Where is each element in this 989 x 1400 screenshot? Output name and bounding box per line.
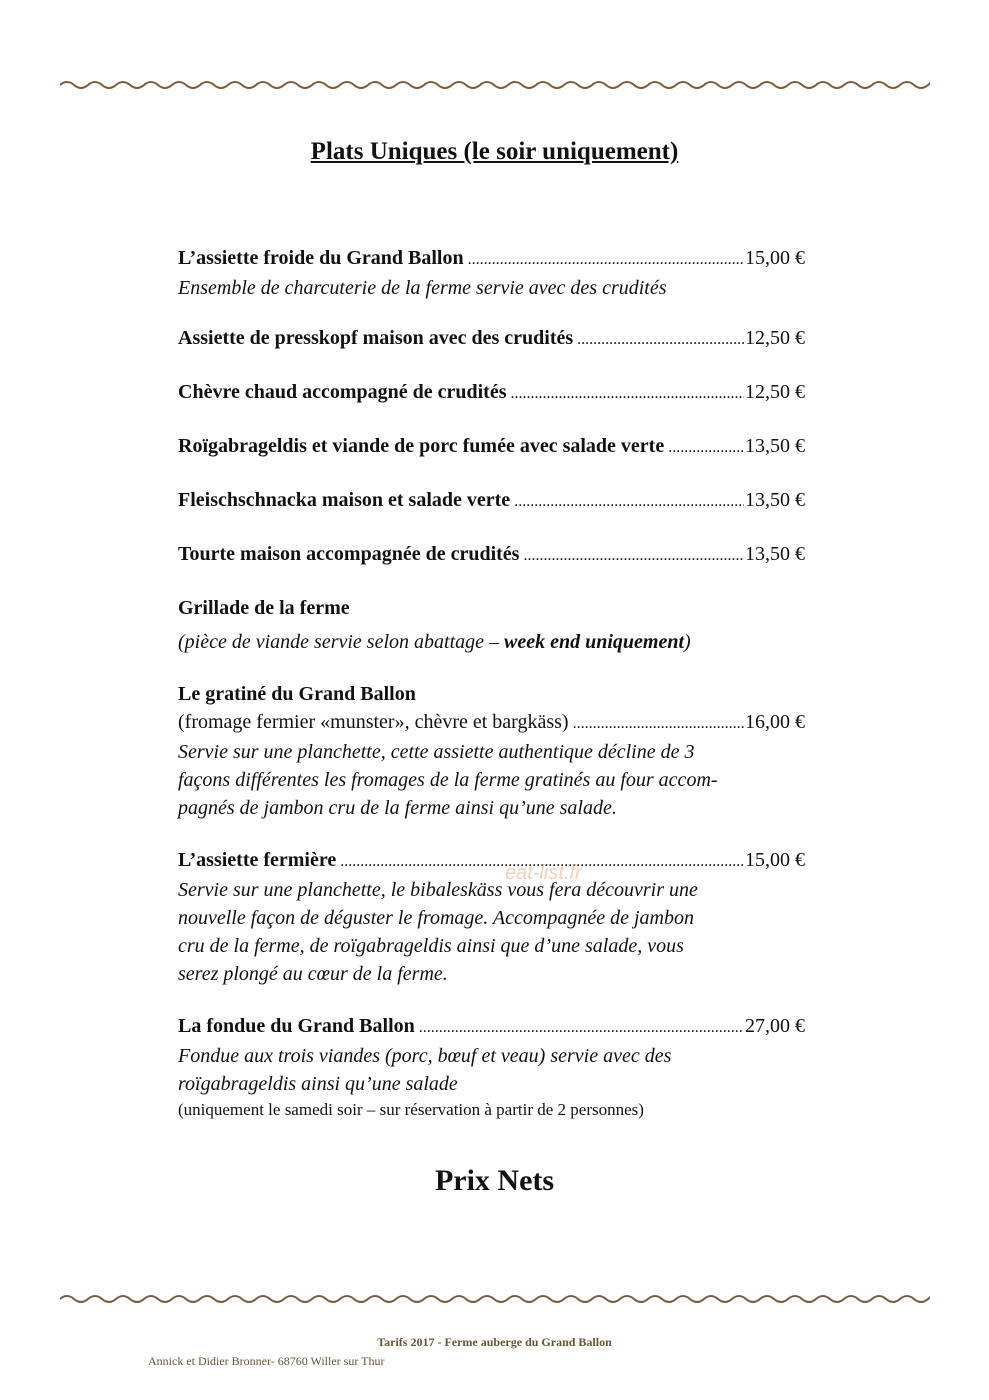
menu-item-fondue bbox=[178, 1012, 805, 1122]
leader-dots bbox=[577, 326, 744, 354]
decorative-wave-bottom bbox=[60, 1292, 930, 1306]
menu-item-tourte bbox=[178, 540, 805, 570]
item-name: Chèvre chaud accompagné de crudités bbox=[178, 381, 507, 403]
item-price: 15,00 € bbox=[745, 849, 805, 871]
item-description-line: pagnés de jambon cru de la ferme ainsi qu’une salade. bbox=[178, 797, 617, 819]
item-description-line: Servie sur une planchette, le bibaleskäss vous fera découvrir une bbox=[178, 879, 698, 901]
item-description: Ensemble de charcuterie de la ferme servie avec des crudités bbox=[178, 277, 667, 299]
item-price: 12,50 € bbox=[745, 381, 805, 403]
leader-dots bbox=[514, 488, 744, 516]
item-description-line: roïgabrageldis ainsi qu’une salade bbox=[178, 1073, 458, 1095]
item-name: L’assiette froide du Grand Ballon bbox=[178, 247, 464, 269]
watermark: eat-list.fr bbox=[505, 862, 582, 884]
item-description-line: façons différentes les fromages de la ferme gratinés au four accom- bbox=[178, 769, 718, 791]
item-name: Fleischschnacka maison et salade verte bbox=[178, 489, 511, 511]
item-price: 13,50 € bbox=[745, 435, 805, 457]
menu-item-gratine bbox=[178, 680, 805, 822]
item-name: Grillade de la ferme bbox=[178, 597, 350, 619]
menu-item-chevre-chaud bbox=[178, 378, 805, 408]
leader-dots bbox=[468, 246, 744, 274]
menu-item-assiette-froide bbox=[178, 244, 805, 302]
decorative-wave-top bbox=[60, 78, 930, 92]
item-subline: (fromage fermier «munster», chèvre et bargkäss) bbox=[178, 711, 569, 733]
prix-nets-heading: Prix Nets bbox=[434, 1164, 555, 1197]
item-name: Assiette de presskopf maison avec des crudités bbox=[178, 327, 574, 349]
leader-dots bbox=[668, 434, 744, 462]
item-price: 13,50 € bbox=[745, 489, 805, 511]
item-name: Tourte maison accompagnée de crudités bbox=[178, 543, 520, 565]
menu-item-presskopf bbox=[178, 324, 805, 354]
leader-dots bbox=[419, 1014, 744, 1042]
item-description-line: cru de la ferme, de roïgabrageldis ainsi que d’une salade, vous bbox=[178, 935, 684, 957]
item-price: 27,00 € bbox=[745, 1015, 805, 1037]
menu-item-roigabrageldis bbox=[178, 432, 805, 462]
item-name: La fondue du Grand Ballon bbox=[178, 1015, 415, 1037]
leader-dots bbox=[573, 710, 744, 738]
item-description-line: nouvelle façon de déguster le fromage. Accompagnée de jambon bbox=[178, 907, 694, 929]
item-name: Le gratiné du Grand Ballon bbox=[178, 683, 416, 705]
footer-address: Annick et Didier Bronner- 68760 Willer sur Thur bbox=[148, 1354, 385, 1368]
item-note: (uniquement le samedi soir – sur réservation à partir de 2 personnes) bbox=[178, 1100, 644, 1119]
menu-item-grillade bbox=[178, 594, 805, 656]
menu-list bbox=[178, 244, 805, 1122]
item-name: L’assiette fermière bbox=[178, 849, 337, 871]
leader-dots bbox=[511, 380, 745, 408]
page-title: Plats Uniques (le soir uniquement) bbox=[310, 138, 679, 165]
menu-item-assiette-fermiere bbox=[178, 846, 805, 988]
menu-item-fleischschnacka bbox=[178, 486, 805, 516]
leader-dots bbox=[523, 542, 744, 570]
item-price: 12,50 € bbox=[745, 327, 805, 349]
item-price: 16,00 € bbox=[745, 711, 805, 733]
item-name: Roïgabrageldis et viande de porc fumée avec salade verte bbox=[178, 435, 665, 457]
item-description-line: Servie sur une planchette, cette assiette authentique décline de 3 bbox=[178, 741, 695, 763]
item-description: (pièce de viande servie selon abattage – week end uniquement) bbox=[178, 631, 691, 653]
footer-title: Tarifs 2017 - Ferme auberge du Grand Ballon bbox=[377, 1335, 612, 1349]
item-description-line: serez plongé au cœur de la ferme. bbox=[178, 963, 448, 985]
item-price: 13,50 € bbox=[745, 543, 805, 565]
item-price: 15,00 € bbox=[745, 247, 805, 269]
item-description-line: Fondue aux trois viandes (porc, bœuf et veau) servie avec des bbox=[178, 1045, 672, 1067]
